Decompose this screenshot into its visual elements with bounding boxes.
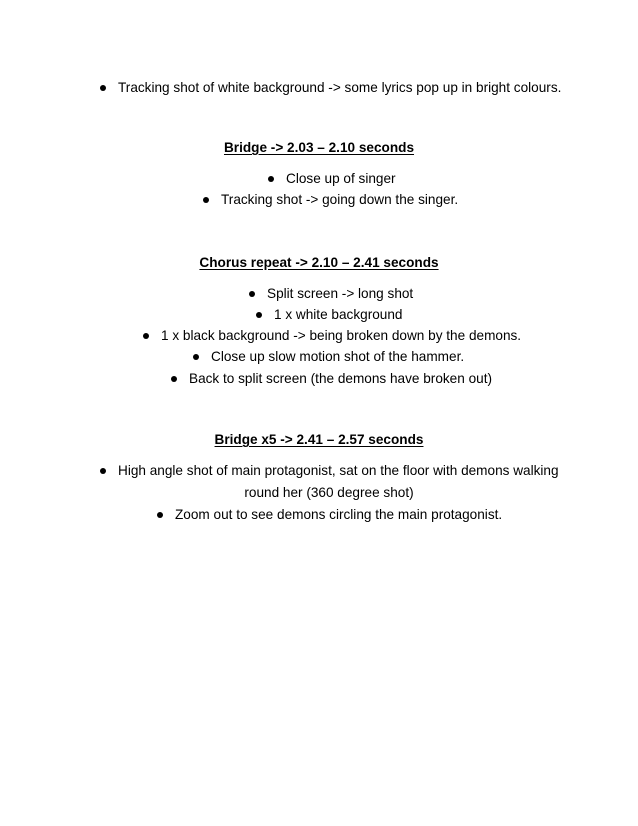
list-item: Close up slow motion shot of the hammer.	[191, 348, 491, 366]
bullet-icon	[157, 512, 163, 518]
bullet-icon	[100, 85, 106, 91]
bullet-icon	[171, 376, 177, 382]
bullet-icon	[143, 333, 149, 339]
list-item-intro	[98, 79, 578, 97]
list-item: High angle shot of main protagonist, sat on the floor with demons walking	[98, 462, 578, 480]
list-item: Close up of singer	[266, 170, 466, 188]
list-item: 1 x black background -> being broken down by the demons.	[141, 327, 541, 345]
bullet-icon	[100, 468, 106, 474]
bullet-text: Tracking shot of white background -> some lyrics pop up in bright colours.	[118, 80, 562, 95]
list-item: Back to split screen (the demons have broken out)	[169, 370, 509, 388]
section-heading-bridge: Bridge -> 2.03 – 2.10 seconds	[223, 140, 415, 155]
bullet-icon	[256, 312, 262, 318]
list-item: Tracking shot -> going down the singer.	[201, 191, 481, 209]
section-heading-chorus-repeat: Chorus repeat -> 2.10 – 2.41 seconds	[199, 255, 439, 270]
bullet-icon	[249, 291, 255, 297]
bullet-icon	[268, 176, 274, 182]
list-item-continuation: round her (360 degree shot)	[244, 485, 414, 500]
section-heading-bridge-x5: Bridge x5 -> 2.41 – 2.57 seconds	[214, 432, 424, 447]
list-item: Split screen -> long shot	[247, 285, 447, 303]
bullet-icon	[203, 197, 209, 203]
list-item: Zoom out to see demons circling the main protagonist.	[155, 506, 535, 524]
list-item: 1 x white background	[254, 306, 434, 324]
bullet-icon	[193, 354, 199, 360]
